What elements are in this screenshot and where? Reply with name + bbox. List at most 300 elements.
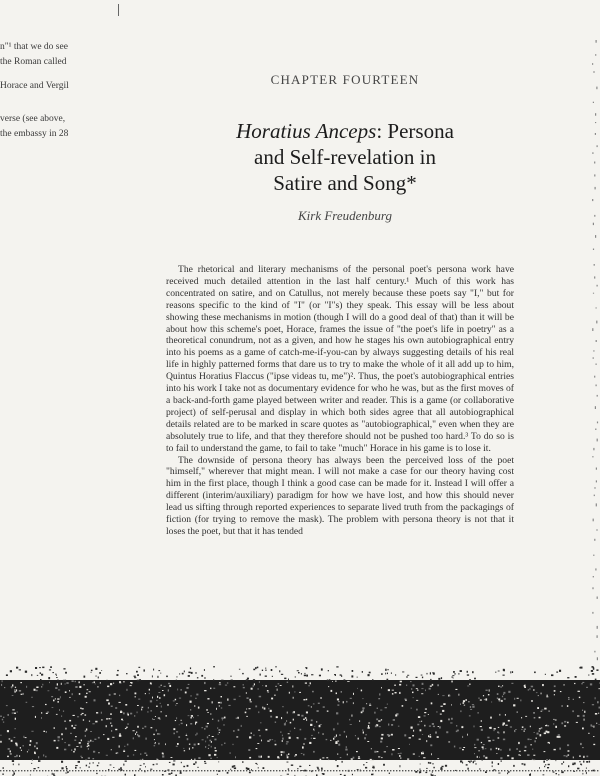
noise-speck (366, 762, 368, 763)
noise-speck (442, 695, 444, 696)
noise-speck (16, 689, 17, 691)
noise-speck (287, 762, 289, 763)
noise-speck (545, 764, 546, 765)
noise-speck (19, 755, 20, 757)
noise-speck (430, 686, 432, 687)
noise-speck (156, 700, 157, 701)
noise-speck (346, 701, 348, 703)
noise-speck (289, 737, 291, 739)
noise-speck (563, 761, 564, 763)
noise-speck (12, 713, 14, 714)
noise-speck (255, 706, 257, 708)
noise-speck (12, 760, 14, 762)
noise-speck (190, 701, 192, 703)
noise-speck (445, 765, 447, 767)
noise-dot (381, 770, 382, 771)
noise-speck (214, 754, 216, 756)
edge-dot (594, 376, 595, 378)
noise-speck (101, 719, 103, 720)
noise-speck (277, 689, 278, 691)
noise-speck (407, 759, 409, 760)
noise-speck (372, 766, 374, 767)
noise-dot (246, 770, 247, 771)
noise-dot (483, 770, 484, 771)
noise-speck (370, 759, 372, 761)
noise-speck (284, 678, 286, 680)
noise-speck (511, 757, 513, 759)
noise-speck (10, 751, 11, 753)
noise-speck (159, 687, 161, 688)
noise-speck (219, 732, 220, 733)
noise-speck (329, 679, 330, 681)
noise-speck (528, 739, 530, 741)
noise-speck (492, 740, 494, 741)
noise-dot (216, 770, 217, 771)
noise-speck (302, 746, 304, 748)
noise-speck (205, 741, 206, 743)
noise-speck (176, 717, 177, 719)
noise-speck (88, 757, 90, 759)
noise-speck (508, 720, 510, 722)
noise-speck (490, 717, 492, 719)
noise-speck (498, 763, 499, 765)
noise-speck (31, 763, 32, 764)
noise-dot (519, 770, 520, 771)
noise-speck (540, 734, 542, 736)
noise-speck (61, 733, 63, 735)
noise-speck (378, 698, 380, 699)
noise-speck (110, 723, 111, 724)
noise-speck (392, 749, 394, 751)
noise-speck (554, 694, 555, 695)
noise-speck (31, 697, 33, 698)
noise-speck (566, 756, 568, 758)
noise-dot (345, 770, 346, 771)
noise-speck (419, 739, 421, 740)
noise-speck (323, 706, 325, 708)
noise-speck (86, 729, 87, 731)
noise-speck (547, 767, 549, 768)
noise-speck (453, 678, 454, 679)
edge-dot (596, 40, 597, 43)
noise-dot (207, 770, 208, 771)
noise-speck (164, 694, 166, 696)
noise-dot (435, 770, 436, 771)
noise-speck (48, 677, 50, 679)
noise-speck (160, 703, 161, 704)
noise-dot (135, 770, 136, 771)
noise-speck (142, 707, 144, 708)
noise-speck (242, 761, 243, 763)
edge-dot (596, 385, 597, 387)
noise-dot (510, 770, 511, 771)
noise-speck (119, 681, 121, 683)
noise-speck (103, 734, 104, 735)
noise-speck (34, 746, 35, 748)
noise-speck (294, 728, 295, 729)
noise-speck (368, 674, 370, 676)
noise-speck (16, 667, 18, 669)
noise-speck (582, 728, 584, 730)
noise-speck (230, 769, 231, 770)
noise-speck (157, 696, 158, 698)
noise-speck (81, 714, 83, 715)
edge-dot (596, 364, 597, 365)
noise-speck (500, 757, 502, 759)
noise-speck (128, 714, 130, 716)
noise-dot (390, 770, 391, 771)
noise-speck (112, 737, 114, 738)
noise-speck (56, 677, 57, 678)
noise-dot (234, 770, 235, 771)
noise-dot (6, 770, 7, 771)
noise-speck (236, 736, 238, 737)
noise-speck (579, 761, 581, 762)
noise-dot (237, 770, 238, 771)
noise-speck (405, 700, 407, 701)
noise-speck (472, 704, 474, 705)
noise-speck (141, 709, 142, 711)
noise-speck (459, 748, 461, 749)
noise-speck (179, 724, 180, 725)
noise-speck (107, 738, 109, 740)
edge-dot (593, 357, 594, 359)
noise-speck (547, 725, 549, 727)
noise-speck (52, 672, 54, 673)
noise-speck (522, 726, 524, 728)
noise-speck (555, 720, 557, 721)
noise-speck (263, 767, 265, 769)
noise-speck (451, 718, 453, 720)
noise-speck (503, 669, 505, 671)
noise-speck (140, 765, 142, 766)
noise-speck (559, 670, 561, 672)
noise-dot (480, 770, 481, 771)
noise-speck (189, 748, 190, 750)
noise-dot (576, 770, 577, 771)
noise-dot (585, 770, 586, 771)
noise-speck (572, 710, 574, 712)
noise-speck (82, 708, 84, 709)
noise-speck (467, 671, 468, 673)
noise-speck (495, 672, 496, 673)
noise-speck (164, 686, 166, 687)
noise-speck (440, 714, 442, 715)
noise-dot (288, 770, 289, 771)
noise-dot (399, 770, 400, 771)
noise-speck (126, 673, 127, 674)
noise-speck (36, 742, 38, 744)
noise-speck (192, 747, 193, 748)
noise-speck (357, 769, 359, 770)
noise-speck (186, 735, 188, 736)
noise-speck (253, 679, 255, 681)
noise-speck (38, 767, 40, 768)
noise-speck (169, 685, 171, 687)
noise-speck (533, 755, 535, 756)
noise-speck (580, 743, 582, 745)
noise-speck (201, 675, 203, 677)
noise-speck (281, 674, 283, 675)
noise-speck (536, 692, 538, 693)
noise-speck (183, 748, 184, 749)
noise-dot (330, 770, 331, 771)
noise-speck (272, 739, 274, 740)
noise-speck (593, 726, 594, 728)
noise-speck (109, 718, 110, 719)
noise-speck (111, 730, 112, 732)
noise-speck (561, 771, 563, 773)
noise-speck (470, 706, 471, 708)
noise-speck (293, 711, 295, 713)
noise-speck (291, 765, 293, 766)
noise-speck (374, 712, 375, 714)
noise-dot (426, 770, 427, 771)
noise-dot (75, 770, 76, 771)
noise-dot (465, 770, 466, 771)
noise-speck (133, 737, 134, 738)
noise-speck (195, 723, 196, 725)
noise-speck (595, 697, 596, 699)
noise-speck (383, 764, 385, 766)
noise-speck (178, 736, 180, 738)
noise-speck (432, 771, 433, 773)
noise-speck (261, 756, 262, 758)
noise-speck (378, 720, 380, 721)
noise-speck (15, 687, 16, 688)
noise-speck (92, 682, 93, 683)
noise-speck (311, 738, 312, 739)
noise-speck (337, 741, 339, 742)
noise-speck (430, 734, 431, 735)
noise-speck (61, 683, 62, 685)
noise-speck (36, 690, 38, 692)
noise-speck (335, 742, 337, 744)
noise-speck (349, 719, 350, 721)
noise-speck (283, 751, 285, 753)
noise-speck (586, 756, 588, 758)
noise-dot (471, 770, 472, 771)
noise-dot (69, 770, 70, 771)
noise-speck (271, 698, 273, 700)
noise-speck (413, 684, 415, 686)
noise-speck (27, 751, 28, 752)
noise-speck (258, 767, 259, 768)
noise-speck (567, 705, 568, 707)
noise-speck (318, 703, 320, 704)
noise-speck (572, 764, 574, 765)
noise-speck (10, 670, 12, 672)
noise-speck (221, 717, 223, 719)
noise-dot (225, 770, 226, 771)
noise-dot (177, 770, 178, 771)
noise-dot (516, 770, 517, 771)
noise-speck (345, 749, 347, 751)
noise-speck (212, 719, 213, 720)
noise-speck (420, 729, 422, 731)
noise-speck (387, 704, 388, 705)
noise-speck (96, 712, 98, 713)
noise-speck (421, 688, 423, 689)
noise-speck (498, 671, 500, 672)
noise-speck (536, 738, 537, 739)
noise-speck (420, 764, 421, 765)
noise-speck (460, 703, 461, 705)
noise-speck (212, 701, 213, 703)
noise-speck (395, 692, 397, 693)
noise-speck (173, 700, 175, 701)
noise-dot (120, 770, 121, 771)
noise-dot (78, 770, 79, 771)
noise-dot (111, 770, 112, 771)
noise-speck (380, 710, 382, 711)
noise-speck (534, 718, 536, 719)
scan-mark (118, 4, 119, 16)
noise-speck (246, 692, 247, 693)
noise-speck (481, 729, 483, 731)
noise-speck (107, 680, 108, 682)
noise-speck (503, 692, 505, 694)
noise-speck (157, 676, 158, 678)
noise-speck (95, 668, 97, 670)
edge-dot (594, 162, 595, 164)
noise-speck (372, 679, 373, 680)
noise-speck (35, 667, 37, 669)
noise-speck (474, 726, 475, 728)
noise-speck (420, 721, 421, 722)
noise-speck (555, 760, 556, 761)
noise-speck (135, 696, 136, 697)
noise-speck (313, 738, 315, 739)
noise-speck (204, 682, 206, 684)
noise-speck (338, 744, 340, 746)
noise-dot (522, 770, 523, 771)
noise-speck (498, 748, 499, 750)
noise-speck (209, 735, 210, 736)
noise-speck (37, 675, 38, 676)
noise-speck (98, 677, 99, 679)
noise-dot (486, 770, 487, 771)
noise-dot (156, 770, 157, 771)
noise-speck (139, 679, 141, 681)
edge-dot (595, 406, 596, 409)
noise-speck (336, 666, 338, 667)
noise-speck (287, 774, 289, 775)
edge-dot (597, 145, 598, 147)
edge-dot (595, 133, 596, 135)
noise-speck (286, 743, 288, 744)
noise-speck (56, 714, 58, 715)
noise-speck (496, 748, 498, 750)
noise-speck (385, 707, 387, 708)
noise-speck (80, 708, 82, 709)
edge-dot (595, 429, 596, 431)
noise-speck (91, 670, 93, 671)
noise-speck (257, 743, 259, 744)
noise-speck (195, 734, 196, 736)
noise-speck (180, 773, 182, 774)
noise-speck (80, 756, 82, 757)
noise-speck (56, 675, 57, 676)
noise-speck (106, 699, 108, 701)
noise-speck (275, 744, 277, 746)
noise-speck (57, 679, 58, 681)
noise-speck (89, 763, 90, 765)
noise-speck (123, 764, 124, 766)
noise-speck (335, 760, 336, 761)
noise-speck (581, 764, 582, 765)
noise-speck (312, 691, 314, 693)
noise-speck (421, 721, 422, 722)
noise-speck (282, 738, 284, 740)
noise-speck (368, 723, 370, 724)
noise-dot (360, 770, 361, 771)
noise-speck (165, 743, 166, 745)
edge-dot (597, 422, 598, 424)
noise-speck (120, 767, 122, 769)
noise-speck (357, 677, 358, 678)
noise-speck (149, 693, 150, 694)
noise-speck (57, 698, 59, 699)
noise-speck (246, 709, 247, 710)
noise-speck (210, 714, 211, 715)
noise-speck (91, 672, 92, 673)
noise-speck (14, 773, 16, 775)
noise-dot (276, 770, 277, 771)
noise-dot (564, 770, 565, 771)
noise-speck (417, 724, 419, 726)
noise-speck (191, 715, 193, 717)
noise-speck (177, 689, 178, 691)
noise-speck (276, 716, 278, 718)
noise-speck (131, 682, 133, 684)
noise-speck (460, 760, 462, 762)
noise-speck (88, 745, 90, 747)
noise-speck (177, 743, 179, 745)
noise-speck (490, 727, 492, 729)
noise-speck (490, 748, 492, 750)
noise-speck (43, 731, 45, 732)
noise-dot (42, 770, 43, 771)
noise-speck (87, 743, 89, 745)
noise-speck (362, 729, 363, 731)
noise-speck (207, 736, 208, 738)
noise-speck (371, 748, 372, 749)
noise-speck (90, 740, 91, 742)
noise-speck (108, 703, 110, 705)
noise-speck (505, 725, 507, 726)
noise-speck (521, 729, 522, 730)
noise-dot (153, 770, 154, 771)
noise-speck (69, 690, 70, 691)
noise-speck (308, 685, 310, 686)
noise-speck (204, 669, 205, 671)
noise-speck (233, 744, 234, 745)
noise-speck (258, 711, 259, 713)
noise-speck (75, 725, 77, 726)
edge-dot (592, 152, 593, 154)
noise-speck (258, 730, 260, 731)
noise-dot (441, 770, 442, 771)
noise-dot (543, 770, 544, 771)
noise-speck (206, 726, 208, 728)
noise-dot (105, 770, 106, 771)
edge-dot (592, 612, 593, 614)
noise-speck (363, 710, 364, 712)
noise-dot (189, 770, 190, 771)
noise-speck (264, 708, 266, 710)
noise-dot (204, 770, 205, 771)
